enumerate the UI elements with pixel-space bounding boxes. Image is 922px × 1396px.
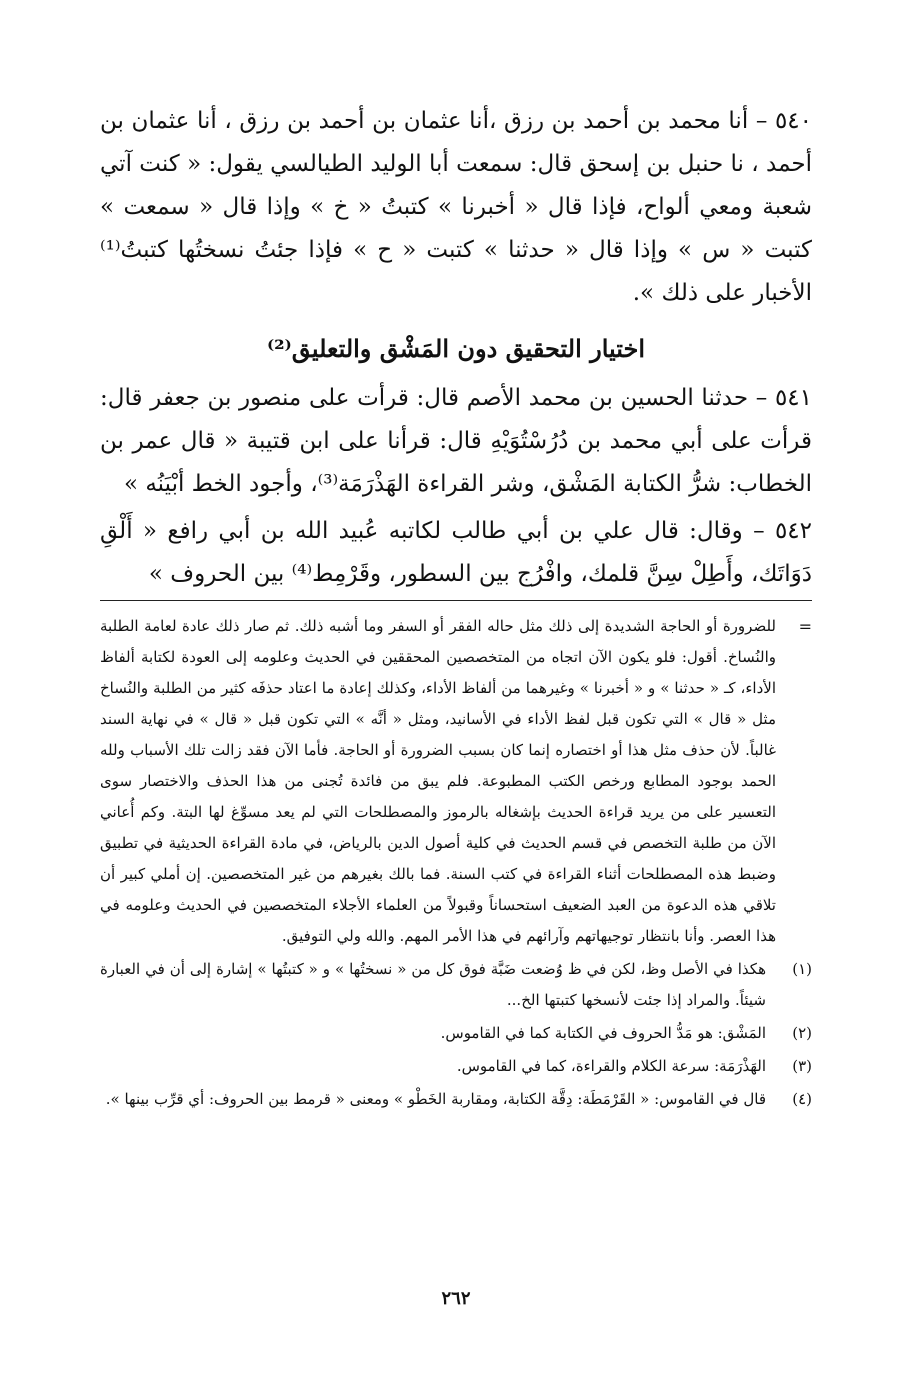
section-heading: اختيار التحقيق دون المَشْق والتعليق⁽²⁾ bbox=[266, 334, 646, 363]
footnote-text: هكذا في الأصل وظ، لكن في ظ وُضعت ضَبَّة فوق كل من « نسختُها » و « كتبتُها » إشارة إلى أن في العبارة شيئاً. والمراد إذا جئت لأنسخها كتبتها الخ... bbox=[100, 960, 766, 1009]
hadith-541: ٥٤١ – حدثنا الحسين بن محمد الأصم قال: قرأت على منصور بن جعفر قال: قرأت على أبي محمد بن دُرُسْتُوَيْهِ قال: قرأنا على ابن قتيبة « قال عمر بن الخطاب: شرُّ الكتابة المَشْق، وشر القراءة الهَذْرَمَة⁽³⁾، وأجود الخط أبْيَنُه » bbox=[100, 385, 812, 497]
footnote-text: المَشْق: هو مَدُّ الحروف في الكتابة كما في القاموس. bbox=[440, 1024, 766, 1042]
footnote-4 bbox=[100, 1084, 812, 1115]
footnote-divider bbox=[100, 600, 812, 601]
footnote-number: (٣) bbox=[792, 1057, 812, 1075]
footnotes bbox=[100, 611, 812, 1115]
hadith-542: ٥٤٢ – وقال: قال علي بن أبي طالب لكاتبه عُبيد الله بن أبي رافع « أَلْقِ دَوَاتَك، وأَطِلْ سِنَّ قلمك، وافْرُج بين السطور، وقَرْمِط⁽⁴⁾ بين الحروف » bbox=[100, 518, 812, 587]
continuation-text: للضرورة أو الحاجة الشديدة إلى ذلك مثل حاله الفقر أو السفر وما أشبه ذلك. ثم صار ذلك عادة لعامة الطلبة والنُساخ. أقول: فلو يكون الآن اتجاه من المتخصصين المحققين في الحديث وعلومه إلى العودة لكتابة ألفاظ الأداء، كـ « حدثنا » و « أخبرنا » وغيرهما من ألفاظ الأداء، وكذلك إعادة ما اعتاد حذفَه كثير من الطلبة والنُساخ مثل « قال » التي تكون قبل لفظ الأداء في الأسانيد، ومثل « أنَّه » التي تكون قبل « قال » في نهاية السند غالباً. لأن حذف مثل هذا أو اختصاره إنما كان بسبب الضرورة أو الحاجة. فأما الآن فقد زالت تلك الأسباب ولله الحمد بوجود المطابع ورخص الكتب المطبوعة. فلم يبق من فائدة تُجنى من هذا الحذف والاختصار سوى التعسير على من يريد قراءة الحديث بإشغاله بالرموز والمصطلحات التي لم يعد مسوِّغ لها البتة. وكم أُعاني الآن من طلبة التخصص في قسم الحديث في كلية أصول الدين بالرياض، في مادة القراءة الحديثية في تطبيق وضبط هذه المصطلحات أثناء القراءة في كتب السنة. فما بالك بغيرهم من غير المتخصصين. إن أملي كبير أن تلاقي هذه الدعوة من العبد الضعيف استحساناً وقبولاً من العلماء الأجلاء المتخصصين في الحديث وعلومه في هذا العصر. وأنا بانتظار توجيهاتهم وآرائهم في هذا الأمر المهم. والله ولي التوفيق. bbox=[100, 617, 776, 945]
footnote-text: قال في القاموس: « القَرْمَطَة: دِقَّة الكتابة، ومقاربة الخَطْو » ومعنى « قرمط بين الحروف: أي قرِّب بينها ». bbox=[105, 1090, 766, 1108]
footnote-continuation bbox=[100, 611, 812, 952]
main-text bbox=[100, 100, 812, 596]
footnote-number: (٢) bbox=[792, 1024, 812, 1042]
footnote-number: (٤) bbox=[792, 1090, 812, 1108]
footnote-3 bbox=[100, 1051, 812, 1082]
footnote-number: (١) bbox=[792, 960, 812, 978]
book-page bbox=[100, 100, 812, 1350]
footnote-1 bbox=[100, 954, 812, 1016]
page-number: ٢٦٢ bbox=[441, 1288, 471, 1309]
footnote-2 bbox=[100, 1018, 812, 1049]
hadith-540: ٥٤٠ – أنا محمد بن أحمد بن رزق ،أنا عثمان بن أحمد بن رزق ، أنا عثمان بن أحمد ، نا حنبل بن إسحق قال: سمعت أبا الوليد الطيالسي يقول: « كنت آتي شعبة ومعي ألواح، فإذا قال « أخبرنا » كتبتُ « خ » وإذا قال « سمعت » كتبت « س » وإذا قال « حدثنا » كتبت « ح » فإذا جئتُ نسختُها كتبتُ⁽¹⁾ الأخبار على ذلك ». bbox=[100, 108, 812, 306]
continuation-mark: = bbox=[798, 617, 812, 636]
footnote-text: الهَذْرَمَة: سرعة الكلام والقراءة، كما في القاموس. bbox=[456, 1057, 766, 1075]
